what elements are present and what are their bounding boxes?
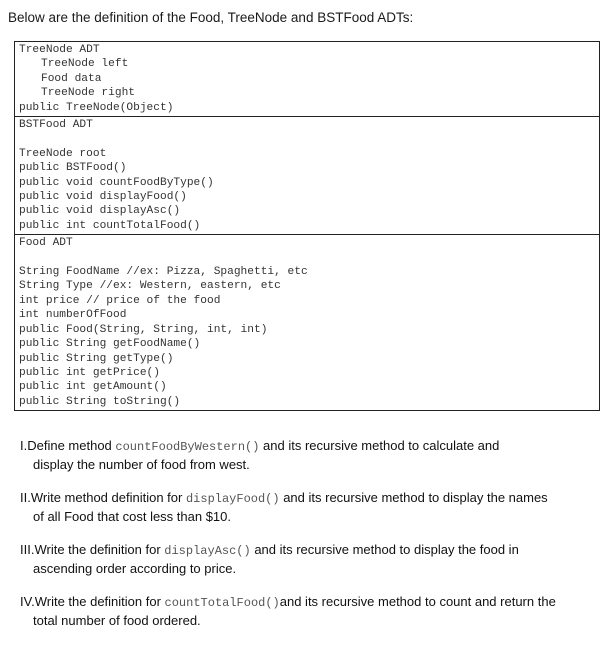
question-continuation: ascending order according to price. xyxy=(33,561,237,576)
treenode-field-data: Food data xyxy=(41,72,102,85)
question-code: displayFood() xyxy=(185,492,280,506)
food-line: int price // price of the food xyxy=(19,294,221,307)
food-line: public int getAmount() xyxy=(19,381,167,394)
question-number: II. xyxy=(20,490,31,505)
question-code: countFoodByWestern() xyxy=(115,440,260,454)
question-continuation: of all Food that cost less than $10. xyxy=(33,509,232,524)
question-text: Define method xyxy=(27,438,116,453)
food-line: public String toString() xyxy=(19,395,181,408)
bstfood-line: public int countTotalFood() xyxy=(19,219,201,232)
question-text: Write the definition for xyxy=(34,594,165,609)
question-1 xyxy=(20,437,605,474)
bstfood-line: public void displayAsc() xyxy=(19,205,181,218)
bstfood-line: public void countFoodByType() xyxy=(19,176,214,189)
treenode-title: TreeNode ADT xyxy=(19,44,100,56)
food-line: int numberOfFood xyxy=(19,309,127,322)
question-code: countTotalFood() xyxy=(164,596,280,610)
question-code: displayAsc() xyxy=(164,544,251,558)
adt-definitions-table xyxy=(14,41,600,411)
question-3 xyxy=(20,541,605,578)
question-4 xyxy=(20,593,605,630)
treenode-field-left: TreeNode left xyxy=(41,58,129,71)
question-2 xyxy=(20,489,605,526)
bstfood-line: public BSTFood() xyxy=(19,162,127,175)
question-number: IV. xyxy=(20,594,35,609)
question-text: Write method definition for xyxy=(30,490,186,505)
question-text: and its recursive method to count and return the xyxy=(279,594,556,609)
food-title: Food ADT xyxy=(19,237,73,250)
bstfood-adt-block xyxy=(15,117,599,235)
question-text: and its recursive method to display the names xyxy=(279,490,548,505)
bstfood-line: TreeNode root xyxy=(19,147,107,160)
bstfood-line: public void displayFood() xyxy=(19,191,187,204)
food-line: public String getFoodName() xyxy=(19,338,201,351)
treenode-adt-block xyxy=(15,42,599,117)
question-text: Write the definition for xyxy=(34,542,165,557)
question-text: and its recursive method to calculate and xyxy=(259,438,500,453)
food-line: public int getPrice() xyxy=(19,366,160,379)
food-line: String FoodName //ex: Pizza, Spaghetti, etc xyxy=(19,266,308,279)
bstfood-title: BSTFood ADT xyxy=(19,119,93,132)
question-number: III. xyxy=(20,542,35,557)
question-text: and its recursive method to display the food in xyxy=(250,542,519,557)
question-number: I. xyxy=(20,438,28,453)
food-line: String Type //ex: Western, eastern, etc xyxy=(19,280,281,293)
food-line: public String getType() xyxy=(19,352,174,365)
question-continuation: total number of food ordered. xyxy=(33,613,201,628)
food-adt-block xyxy=(15,235,599,410)
treenode-constructor: public TreeNode(Object) xyxy=(19,101,174,114)
food-line: public Food(String, String, int, int) xyxy=(19,323,268,336)
question-continuation: display the number of food from west. xyxy=(33,457,250,472)
treenode-field-right: TreeNode right xyxy=(41,87,135,100)
intro-text: Below are the definition of the Food, TreeNode and BSTFood ADTs: xyxy=(8,10,414,25)
question-list xyxy=(20,437,605,645)
